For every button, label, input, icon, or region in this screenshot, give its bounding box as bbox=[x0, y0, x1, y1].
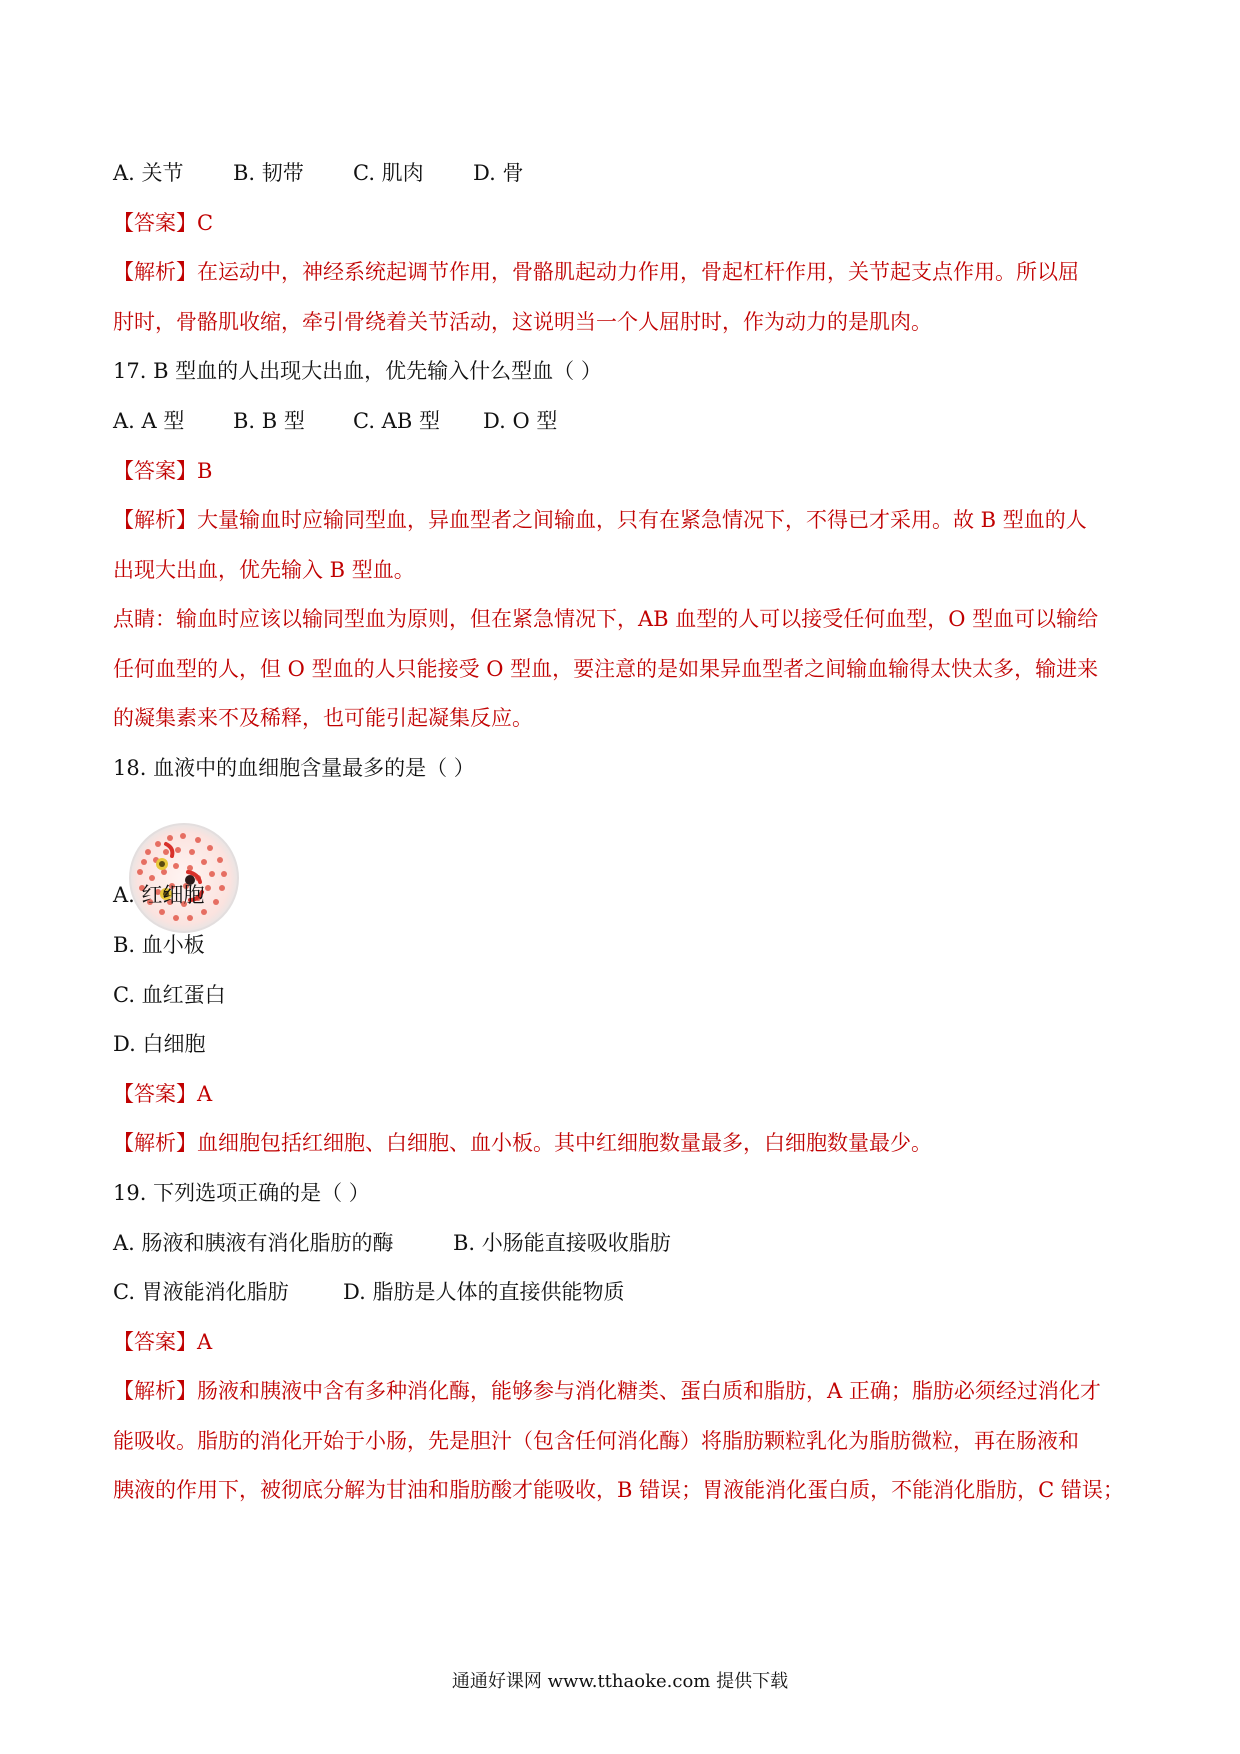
blood-smear-figure bbox=[128, 822, 240, 934]
q17-answer: 【答案】B bbox=[113, 459, 213, 483]
q19-option-b: B. 小肠能直接吸收脂肪 bbox=[453, 1231, 671, 1255]
q16-answer: 【答案】C bbox=[113, 211, 214, 235]
q17-option-b: B. B 型 bbox=[233, 409, 305, 433]
q18-question: 18. 血液中的血细胞含量最多的是（ ） bbox=[113, 756, 475, 780]
q19-analysis-line-1: 【解析】肠液和胰液中含有多种消化酶，能够参与消化糖类、蛋白质和脂肪，A 正确；脂肪必须经过消化才 bbox=[113, 1379, 1101, 1403]
q18-option-c: C. 血红蛋白 bbox=[113, 983, 226, 1007]
q19-analysis-line-2: 能吸收。脂肪的消化开始于小肠，先是胆汁（包含任何消化酶）将脂肪颗粒乳化为脂肪微粒，再在肠液和 bbox=[113, 1429, 1079, 1453]
q16-option-d: D. 骨 bbox=[473, 161, 524, 185]
q19-analysis-line-3: 胰液的作用下，被彻底分解为甘油和脂肪酸才能吸收，B 错误；胃液能消化蛋白质，不能消化脂肪，C 错误； bbox=[113, 1478, 1124, 1502]
q16-analysis-line-1: 【解析】在运动中，神经系统起调节作用，骨骼肌起动力作用，骨起杠杆作用，关节起支点作用。所以屈 bbox=[113, 260, 1079, 284]
q17-question: 17. B 型血的人出现大出血，优先输入什么型血（ ） bbox=[113, 359, 602, 383]
q16-option-a: A. 关节 bbox=[113, 161, 184, 185]
q17-option-d: D. O 型 bbox=[483, 409, 558, 433]
q18-option-d: D. 白细胞 bbox=[113, 1032, 206, 1056]
q18-option-b: B. 血小板 bbox=[113, 933, 205, 957]
q19-options-row-1 bbox=[113, 1228, 671, 1258]
q19-option-a: A. 肠液和胰液有消化脂肪的酶 bbox=[113, 1231, 394, 1255]
q18-option-a: A. 红细胞 bbox=[113, 883, 205, 907]
page-footer: 通通好课网 www.tthaoke.com 提供下载 bbox=[451, 1671, 789, 1692]
q17-options bbox=[113, 406, 557, 436]
q19-options-row-2 bbox=[113, 1277, 624, 1307]
q16-option-c: C. 肌肉 bbox=[353, 161, 424, 185]
q18-analysis-line-1: 【解析】血细胞包括红细胞、白细胞、血小板。其中红细胞数量最多，白细胞数量最少。 bbox=[113, 1131, 932, 1155]
q19-answer: 【答案】A bbox=[113, 1330, 213, 1354]
q18-answer: 【答案】A bbox=[113, 1082, 213, 1106]
q17-option-c: C. AB 型 bbox=[353, 409, 440, 433]
q16-analysis-line-2: 肘时，骨骼肌收缩，牵引骨绕着关节活动，这说明当一个人屈肘时，作为动力的是肌肉。 bbox=[113, 310, 932, 334]
q17-tip-line-3: 的凝集素来不及稀释，也可能引起凝集反应。 bbox=[113, 706, 533, 730]
q17-analysis-line-2: 出现大出血，优先输入 B 型血。 bbox=[113, 558, 415, 582]
q17-tip-line-2: 任何血型的人，但 O 型血的人只能接受 O 型血，要注意的是如果异血型者之间输血输得太快太多，输进来 bbox=[113, 657, 1099, 681]
q17-tip-line-1: 点睛：输血时应该以输同型血为原则，但在紧急情况下，AB 血型的人可以接受任何血型，O 型血可以输给 bbox=[113, 607, 1099, 631]
q16-options bbox=[113, 158, 523, 188]
q19-question: 19. 下列选项正确的是（ ） bbox=[113, 1181, 370, 1205]
q19-option-c: C. 胃液能消化脂肪 bbox=[113, 1280, 289, 1304]
q17-option-a: A. A 型 bbox=[113, 409, 185, 433]
q19-option-d: D. 脂肪是人体的直接供能物质 bbox=[343, 1280, 625, 1304]
q17-analysis-line-1: 【解析】大量输血时应输同型血，异血型者之间输血，只有在紧急情况下，不得已才采用。故 B 型血的人 bbox=[113, 508, 1087, 532]
q16-option-b: B. 韧带 bbox=[233, 161, 304, 185]
